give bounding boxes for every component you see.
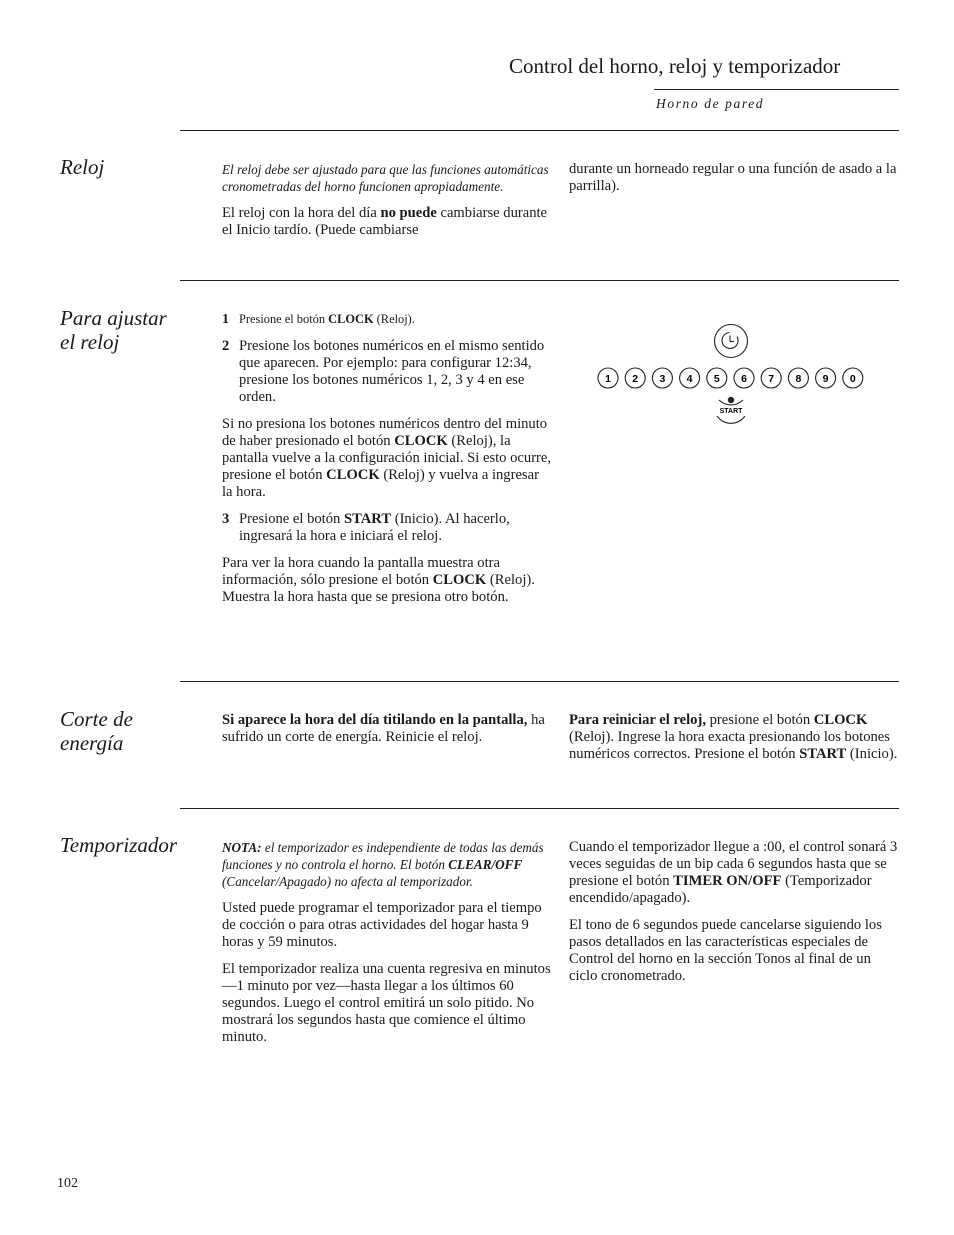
page-title: Control del horno, reloj y temporizador [509,54,841,78]
reloj-left-column [222,161,554,249]
temporizador-paragraph: Cuando el temporizador llegue a :00, el control sonará 3 veces seguidas de un bip cada 6 segundos hasta que se presione el botón TIMER ON/OFF (Temporizador encendido/apagado). [569,839,898,906]
section-heading-corte: Corte de energía [60,707,133,755]
title-rule [654,89,899,90]
number-key-3 [652,368,672,388]
keypad-illustration [596,320,868,432]
number-key-8 [788,368,808,388]
number-key-5 [707,368,727,388]
section-divider [180,808,899,809]
section-divider [180,280,899,281]
section-heading-reloj: Reloj [60,155,105,179]
temporizador-right-column [569,839,899,995]
ajustar-paragraph: Para ver la hora cuando la pantalla muestra otra información, sólo presione el botón CLOCK (Reloj). Muestra la hora hasta que se presiona otro botón. [222,555,535,605]
start-button [717,397,745,424]
number-key-label: 8 [795,372,802,385]
ajustar-column [222,311,552,616]
corte-paragraph: Si aparece la hora del día titilando en la pantalla, ha sufrido un corte de energía. Reinicie el reloj. [222,712,545,745]
number-key-label: 7 [768,372,775,385]
number-key-7 [761,368,781,388]
start-label: START [719,408,743,415]
number-key-4 [680,368,700,388]
number-key-0 [843,368,863,388]
section-divider [180,130,899,131]
number-key-2 [625,368,645,388]
indicator-dot [728,397,734,403]
number-key-label: 2 [632,372,639,385]
corte-left-column [222,712,554,756]
number-key-label: 9 [822,372,829,385]
reloj-note: El reloj debe ser ajustado para que las funciones automáticas cronometradas del horno funcionen apropiadamente. [222,162,549,194]
step-3: 3 Presione el botón START (Inicio). Al hacerlo, ingresará la hora e iniciará el reloj. [222,511,510,544]
number-key-label: 3 [659,372,666,385]
temporizador-paragraph: Usted puede programar el temporizador para el tiempo de cocción o para otras actividades del hogar hasta 9 horas y 59 minutos. [222,900,542,950]
section-divider [180,681,899,682]
corte-reset-paragraph: Para reiniciar el reloj, presione el botón CLOCK (Reloj). Ingrese la hora exacta presionando los botones numéricos correctos. Presione el botón START (Inicio). [569,712,898,762]
number-key-6 [734,368,754,388]
number-key-label: 1 [605,372,611,385]
number-key-label: 5 [713,372,720,385]
number-key-label: 4 [686,372,693,385]
temporizador-note: NOTA: el temporizador es independiente de todas las demás funciones y no controla el horno. El botón CLEAR/OFF (Cancelar/Apagado) no afecta al temporizador. [222,840,544,889]
temporizador-paragraph: El temporizador realiza una cuenta regresiva en minutos—1 minuto por vez—hasta llegar a los últimos 60 segundos. Luego el control emitirá un solo pitido. No mostrará los segundos hasta que comience el último minuto. [222,961,551,1045]
reloj-right-column [569,161,899,205]
step-1: 1 Presione el botón CLOCK (Reloj). [222,312,415,327]
clock-button [715,325,748,358]
section-heading-ajustar: Para ajustar el reloj [60,306,167,354]
step-2: 2 Presione los botones numéricos en el mismo sentido que aparecen. Por ejemplo: para configurar 12:34, presione los botones numéricos 1, 2, 3 y 4 en ese orden. [222,338,545,405]
page-number: 102 [57,1176,78,1191]
reloj-paragraph: El reloj con la hora del día no puede cambiarse durante el Inicio tardío. (Puede cambiarse [222,205,548,238]
number-key-label: 0 [849,372,856,385]
reloj-paragraph-continued: durante un horneado regular o una función de asado a la parrilla). [569,161,897,194]
section-heading-temporizador: Temporizador [60,833,178,857]
temporizador-paragraph: El tono de 6 segundos puede cancelarse siguiendo los pasos detallados en las características especiales de Control del horno en la sección Tonos al final de un ciclo cronometrado. [569,917,882,984]
ajustar-paragraph: Si no presiona los botones numéricos dentro del minuto de haber presionado el botón CLOCK (Reloj), la pantalla vuelve a la configuración inicial. Si esto ocurre, presione el botón CLOCK (Reloj) y vuelva a ingresar la hora. [222,416,552,500]
page-subtitle: Horno de pared [656,96,765,111]
number-key-label: 6 [741,372,747,385]
corte-right-column [569,712,899,773]
temporizador-left-column [222,839,554,1056]
number-key-9 [816,368,836,388]
number-key-1 [598,368,618,388]
